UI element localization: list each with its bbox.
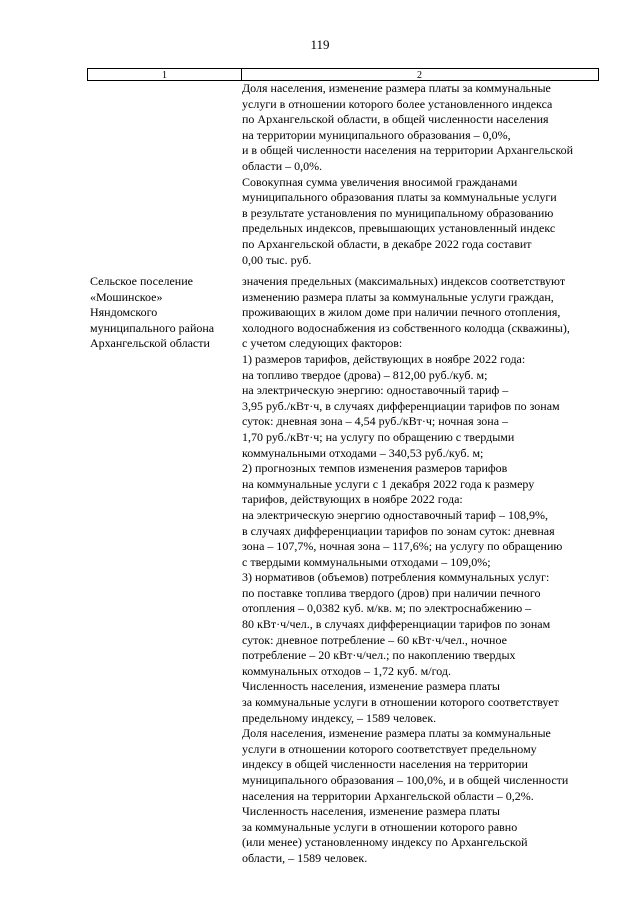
text-line: (или менее) установленному индексу по Архангельской: [242, 835, 528, 850]
text-line: коммунальных отходов – 1,72 куб. м/год.: [242, 663, 451, 678]
text-line: Совокупная сумма увеличения вносимой гражданами: [242, 174, 518, 189]
text-line: тарифов, действующих в ноябре 2022 года:: [242, 492, 463, 507]
text-line: за коммунальные услуги в отношении которого соответствует: [242, 695, 559, 710]
text-line: области – 0,0%.: [242, 158, 323, 173]
text-line: в случаях дифференциации тарифов по зонам суток: дневная: [242, 523, 555, 538]
text-line: на топливо твердое (дрова) – 812,00 руб./куб. м;: [242, 367, 488, 382]
text-line: на территории муниципального образования – 0,0%,: [242, 127, 511, 142]
table-column-header: [87, 68, 599, 81]
text-line: суток: дневное потребление – 60 кВт·ч/чел., ночное: [242, 632, 507, 647]
page-number: 119: [310, 37, 330, 52]
text-line: суток: дневная зона – 4,54 руб./кВт·ч; ночная зона –: [242, 414, 509, 429]
text-line: 1) размеров тарифов, действующих в ноябре 2022 года:: [242, 351, 526, 366]
text-line: по Архангельской области, в общей численности населения: [242, 112, 549, 127]
text-line: области, – 1589 человек.: [242, 850, 368, 865]
text-line: по поставке топлива твердого (дров) при наличии печного: [242, 585, 541, 600]
text-line: 80 кВт·ч/чел., в случаях дифференциации тарифов по зонам: [242, 617, 551, 632]
text-line: изменению размера платы за коммунальные услуги граждан,: [242, 289, 554, 304]
index-description-text: [242, 274, 570, 867]
text-line: в результате установления по муниципальному образованию: [242, 205, 554, 220]
text-line: Численность населения, изменение размера платы: [242, 679, 500, 694]
text-line: за коммунальные услуги в отношении которого равно: [242, 819, 518, 834]
text-line: на электрическую энергию: одноставочный тариф –: [242, 383, 509, 398]
text-line: Сельское поселение: [90, 274, 193, 288]
text-line: 1,70 руб./кВт·ч; на услугу по обращению с твердыми: [242, 429, 515, 444]
text-line: на коммунальные услуги с 1 декабря 2022 года к размеру: [242, 476, 535, 491]
continuation-text: [242, 81, 573, 268]
column-number-2: 2: [417, 70, 422, 81]
text-line: 2) прогнозных темпов изменения размеров тарифов: [242, 461, 508, 476]
text-line: Архангельской области: [90, 336, 210, 351]
text-line: и в общей численности населения на территории Архангельской: [242, 143, 574, 158]
text-line: 3,95 руб./кВт·ч, в случаях дифференциации тарифов по зонам: [242, 398, 560, 413]
text-line: предельному индексу, – 1589 человек.: [242, 710, 437, 725]
text-line: с твердыми коммунальными отходами – 109,0%;: [242, 554, 491, 569]
text-line: услуги в отношении которого соответствует предельному: [242, 741, 537, 756]
text-line: холодного водоснабжения из собственного колодца (скважины),: [242, 320, 570, 335]
text-line: муниципального района: [90, 320, 215, 335]
text-line: Доля населения, изменение размера платы за коммунальные: [242, 81, 551, 95]
municipality-name: [90, 274, 214, 352]
text-line: отопления – 0,0382 куб. м/кв. м; по электроснабжению –: [242, 601, 532, 616]
text-line: муниципального образования платы за коммунальные услуги: [242, 190, 557, 205]
column-number-1: 1: [88, 69, 242, 80]
text-line: Доля населения, изменение размера платы за коммунальные: [242, 726, 551, 741]
text-line: «Мошинское»: [90, 289, 163, 304]
text-line: индексу в общей численности населения на территории: [242, 757, 528, 772]
text-line: на электрическую энергию одноставочный тариф – 108,9%,: [242, 507, 548, 522]
text-line: зона – 107,7%, ночная зона – 117,6%; на услугу по обращению: [242, 539, 563, 554]
text-line: Численность населения, изменение размера платы: [242, 804, 500, 819]
text-line: населения на территории Архангельской области – 0,2%.: [242, 788, 534, 803]
text-line: муниципального образования – 100,0%, и в общей численности: [242, 773, 569, 787]
text-line: потребление – 20 кВт·ч/чел.; по накоплению твердых: [242, 648, 516, 663]
text-line: коммунальными отходами – 340,53 руб./куб. м;: [242, 445, 484, 460]
text-line: с учетом следующих факторов:: [242, 336, 403, 351]
text-line: 3) нормативов (объемов) потребления коммунальных услуг:: [242, 570, 550, 585]
text-line: предельных индексов, превышающих установленный индекс: [242, 221, 556, 236]
text-line: Няндомского: [90, 305, 158, 320]
text-line: по Архангельской области, в декабре 2022 года составит: [242, 236, 532, 251]
text-line: значения предельных (максимальных) индексов соответствуют: [242, 274, 566, 288]
text-line: проживающих в жилом доме при наличии печного отопления,: [242, 305, 561, 320]
text-line: услуги в отношении которого более установленного индекса: [242, 96, 553, 111]
text-line: 0,00 тыс. руб.: [242, 252, 312, 267]
